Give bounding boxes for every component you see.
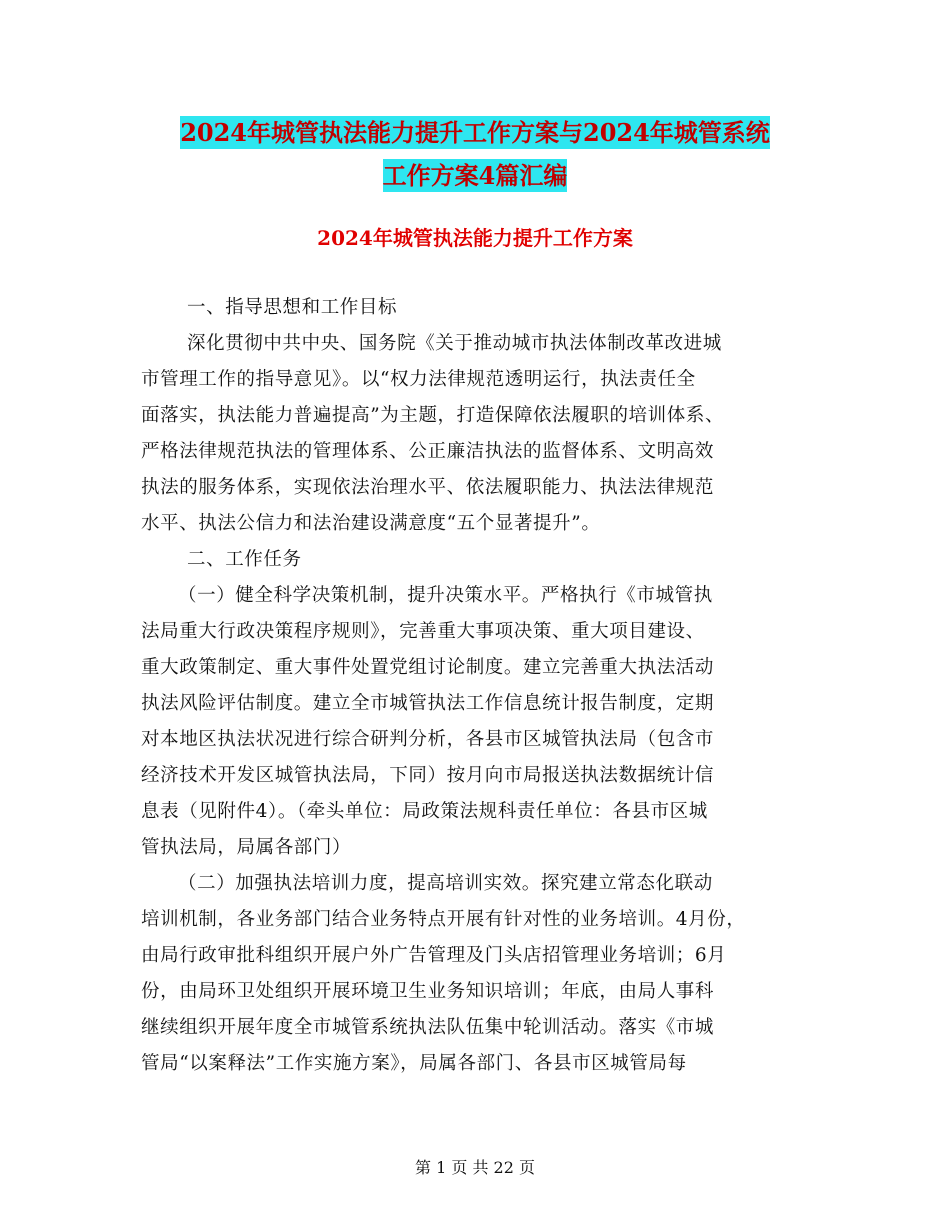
page-footer: 第 1 页 共 22 页 <box>415 1158 535 1177</box>
paragraph-line: 面落实，执法能力普遍提高”为主题，打造保障依法履职的培训体系、 <box>141 405 725 426</box>
paragraph-line: 培训机制，各业务部门结合业务特点开展有针对性的业务培训。4月份， <box>141 909 746 930</box>
document-body <box>141 290 821 1082</box>
paragraph-line: 重大政策制定、重大事件处置党组讨论制度。建立完善重大执法活动 <box>141 657 715 678</box>
paragraph-line: 深化贯彻中共中央、国务院《关于推动城市执法体制改革改进城 <box>187 333 722 354</box>
paragraph-line: 由局行政审批科组织开展户外广告管理及门头店招管理业务培训；6月 <box>141 945 727 966</box>
document-title-line-1: 2024年城管执法能力提升工作方案与2024年城管系统 <box>180 118 770 147</box>
heading-2: 二、工作任务 <box>187 549 302 570</box>
paragraph-line: 严格法律规范执法的管理体系、公正廉洁执法的监督体系、文明高效 <box>141 441 715 462</box>
paragraph-line: 市管理工作的指导意见》。以“权力法律规范透明运行，执法责任全 <box>141 369 696 390</box>
document-title-line-2: 工作方案4篇汇编 <box>382 161 568 190</box>
paragraph-line: 水平、执法公信力和法治建设满意度“五个显著提升”。 <box>141 513 601 534</box>
paragraph-line: （一）健全科学决策机制，提升决策水平。严格执行《市城管执 <box>178 585 713 606</box>
paragraph-line: 管局“以案释法”工作实施方案》，局属各部门、各县市区城管局每 <box>141 1053 687 1074</box>
paragraph-line: 份，由局环卫处组织开展环境卫生业务知识培训；年底，由局人事科 <box>141 981 715 1002</box>
paragraph-line: 管执法局，局属各部门） <box>141 837 352 858</box>
paragraph-line: 继续组织开展年度全市城管系统执法队伍集中轮训活动。落实《市城 <box>141 1017 715 1038</box>
paragraph-line: 息表（见附件4）。（牵头单位：局政策法规科责任单位：各县市区城 <box>141 801 708 822</box>
section-title: 2024年城管执法能力提升工作方案 <box>317 226 633 250</box>
heading-1: 一、指导思想和工作目标 <box>187 297 398 318</box>
paragraph-line: 对本地区执法状况进行综合研判分析，各县市区城管执法局（包含市 <box>141 729 715 750</box>
paragraph-line: 法局重大行政决策程序规则》，完善重大事项决策、重大项目建设、 <box>141 621 705 642</box>
paragraph-line: 经济技术开发区城管执法局，下同）按月向市局报送执法数据统计信 <box>141 765 715 786</box>
paragraph-line: 执法的服务体系，实现依法治理水平、依法履职能力、执法法律规范 <box>141 477 715 498</box>
paragraph-line: （二）加强执法培训力度，提高培训实效。探究建立常态化联动 <box>178 873 713 894</box>
paragraph-line: 执法风险评估制度。建立全市城管执法工作信息统计报告制度，定期 <box>141 693 715 714</box>
